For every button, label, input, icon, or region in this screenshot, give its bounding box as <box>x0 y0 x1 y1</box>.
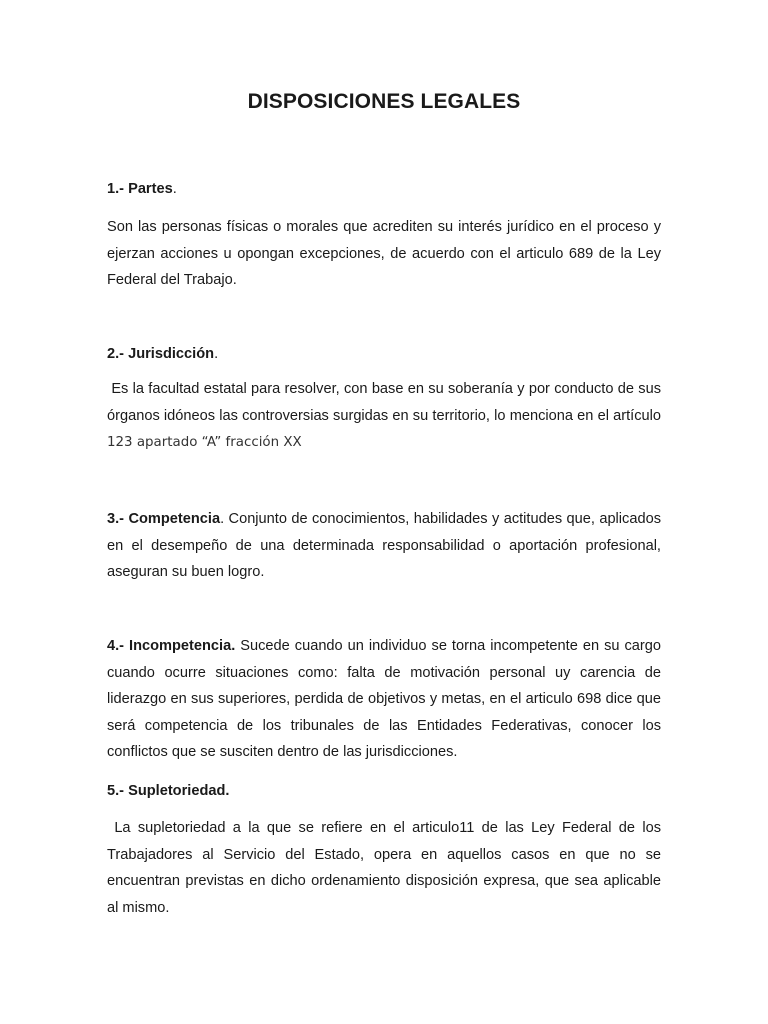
section-jurisdiccion-heading-label: 2.- Jurisdicción <box>107 346 215 362</box>
section-partes-body: Son las personas físicas o morales que acrediten su interés jurídico en el proceso y ejerzan acciones u opongan excepciones, de acuerdo con el articulo 689 de la Ley Federal del Trabajo. <box>107 219 661 288</box>
section-incompetencia <box>107 633 661 766</box>
section-competencia <box>107 506 661 586</box>
section-competencia-heading: 3.- Competencia <box>107 511 221 527</box>
section-jurisdiccion-body <box>107 376 661 457</box>
section-partes-heading <box>107 179 661 199</box>
section-jurisdiccion-body-tail: 123 apartado “A” fracción XX <box>107 435 302 450</box>
section-supletoriedad-body <box>107 815 661 921</box>
section-incompetencia-heading: 4.- Incompetencia. <box>107 638 236 654</box>
section-supletoriedad-heading-label: 5.- Supletoriedad. <box>107 783 230 799</box>
section-partes-heading-suffix: . <box>172 181 177 197</box>
section-supletoriedad-heading <box>107 781 661 801</box>
section-jurisdiccion-heading <box>107 344 661 364</box>
section-jurisdiccion-heading-suffix: . <box>214 346 219 362</box>
section-jurisdiccion-body-text: Es la facultad estatal para resolver, con base en su soberanía y por conducto de sus órganos idóneos las controversias surgidas en su territorio, lo menciona en el artículo <box>107 381 661 424</box>
section-incompetencia-body: Sucede cuando un individuo se torna incompetente en su cargo cuando ocurre situaciones como: falta de motivación personal uy carencia de liderazgo en sus superiores, perdida de objetivos y metas, en el articulo 698 dice que será competencia de los tribunales de las Entidades Federativas, conocer los conflictos que se susciten dentro de las jurisdicciones. <box>107 638 661 760</box>
section-competencia-body: . Conjunto de conocimientos, habilidades y actitudes que, aplicados en el desempeño de una determinada responsabilidad o aportación profesional, aseguran su buen logro. <box>107 511 661 580</box>
document-title: DISPOSICIONES LEGALES <box>247 90 521 113</box>
section-supletoriedad-body-text: La supletoriedad a la que se refiere en el articulo11 de las Ley Federal de los Trabajadores al Servicio del Estado, opera en aquellos casos en que no se encuentran previstas en dicho ordenamiento disposición expresa, que sea aplicable al mismo. <box>107 820 661 916</box>
section-partes-heading-label: 1.- Partes <box>107 181 173 197</box>
